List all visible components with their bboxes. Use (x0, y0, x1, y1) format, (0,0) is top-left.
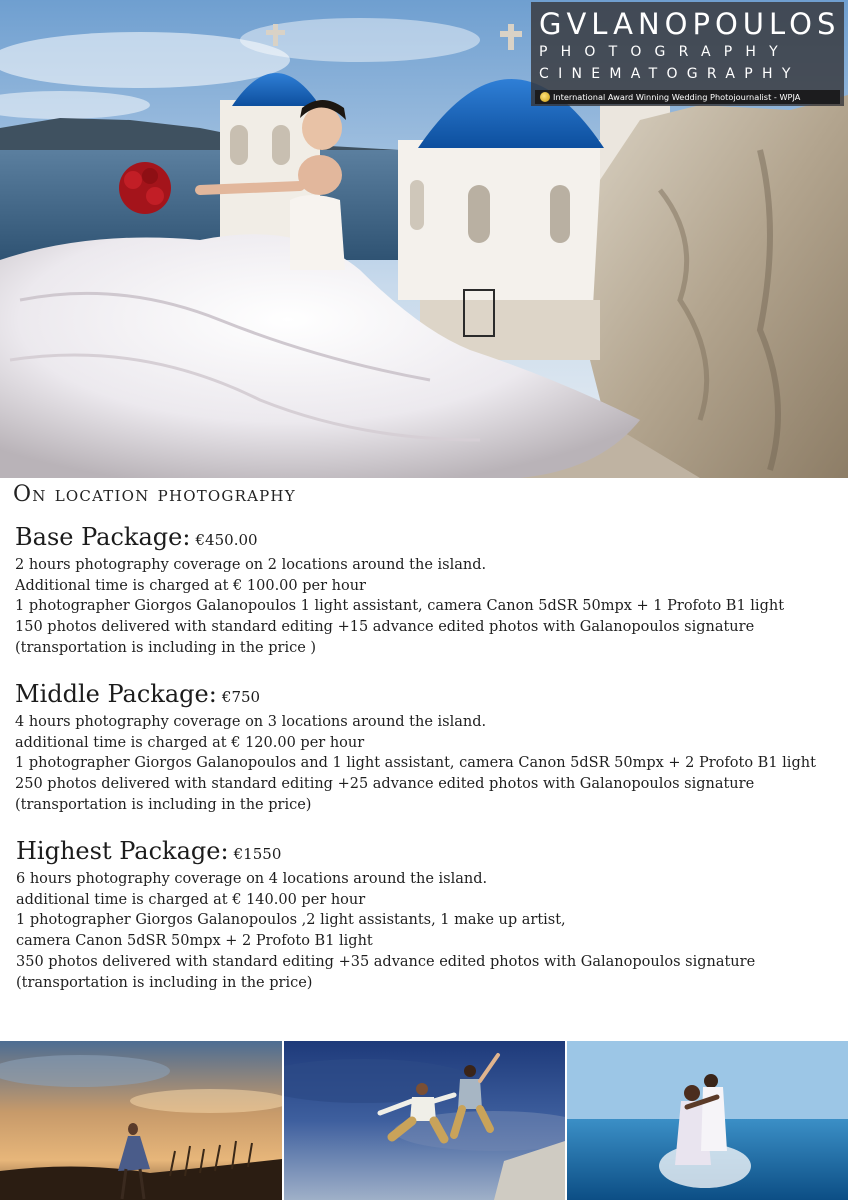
photo-strip (0, 1041, 848, 1200)
logo-name: GVLANOPOULOS (539, 7, 841, 41)
package-name: Highest Package: (16, 837, 229, 865)
logo-cinematography: CINEMATOGRAPHY (539, 66, 800, 82)
package-heading (15, 679, 815, 712)
detail-line: Additional time is charged at € 100.00 per hour (15, 577, 366, 594)
detail-line: 1 photographer Giorgos Galanopoulos ,2 light assistants, 1 make up artist, (16, 912, 566, 929)
package-price: €1550 (233, 845, 282, 863)
award-medal-icon (540, 92, 550, 102)
detail-line: 350 photos delivered with standard editing +35 advance edited photos with Galanopoulos signature (16, 953, 756, 970)
detail-line: 4 hours photography coverage on 3 locations around the island. (15, 714, 487, 730)
award-banner (535, 90, 840, 104)
section-title: On location photography (13, 482, 296, 507)
package-heading (15, 522, 815, 555)
detail-line: (transportation is including in the price) (16, 974, 313, 991)
package-details (15, 712, 815, 816)
detail-line: additional time is charged at € 120.00 per hour (15, 734, 365, 751)
detail-line: 150 photos delivered with standard editing +15 advance edited photos with Galanopoulos signature (15, 619, 755, 636)
detail-line: 1 photographer Giorgos Galanopoulos 1 light assistant, camera Canon 5dSR 50mpx + 1 Profoto B1 light (15, 598, 785, 615)
package-details (15, 555, 815, 659)
detail-line: (transportation is including in the price ) (15, 639, 317, 656)
hero-photo (0, 0, 848, 478)
detail-line: (transportation is including in the price) (15, 796, 312, 813)
detail-line: camera Canon 5dSR 50mpx + 2 Profoto B1 light (16, 933, 373, 950)
package-name: Base Package: (15, 523, 191, 551)
photo-jump-scene (284, 1041, 565, 1200)
package-base (15, 522, 815, 659)
photo-jumping-couple (284, 1041, 565, 1200)
package-highest (16, 836, 816, 993)
detail-line: 2 hours photography coverage on 2 locations around the island. (15, 557, 487, 573)
photo-sunset-bride (0, 1041, 282, 1200)
detail-line: additional time is charged at € 140.00 per hour (16, 891, 366, 908)
photo-sea-scene (567, 1041, 848, 1200)
logo-photography: PHOTOGRAPHY (539, 44, 791, 60)
brand-logo (531, 2, 844, 106)
detail-line: 6 hours photography coverage on 4 locations around the island. (16, 871, 488, 887)
package-details (16, 869, 816, 993)
photo-sea-couple (567, 1041, 848, 1200)
detail-line: 250 photos delivered with standard editing +25 advance edited photos with Galanopoulos signature (15, 776, 755, 793)
package-price: €450.00 (195, 531, 258, 549)
package-name: Middle Package: (15, 680, 217, 708)
award-text: International Award Winning Wedding Photojournalist - WPJA (553, 92, 801, 102)
package-price: €750 (221, 688, 261, 706)
package-heading (16, 836, 816, 869)
photo-sunset-scene (0, 1041, 282, 1200)
detail-line: 1 photographer Giorgos Galanopoulos and 1 light assistant, camera Canon 5dSR 50mpx + 2 Profoto B1 light (15, 755, 816, 772)
package-middle (15, 679, 815, 816)
